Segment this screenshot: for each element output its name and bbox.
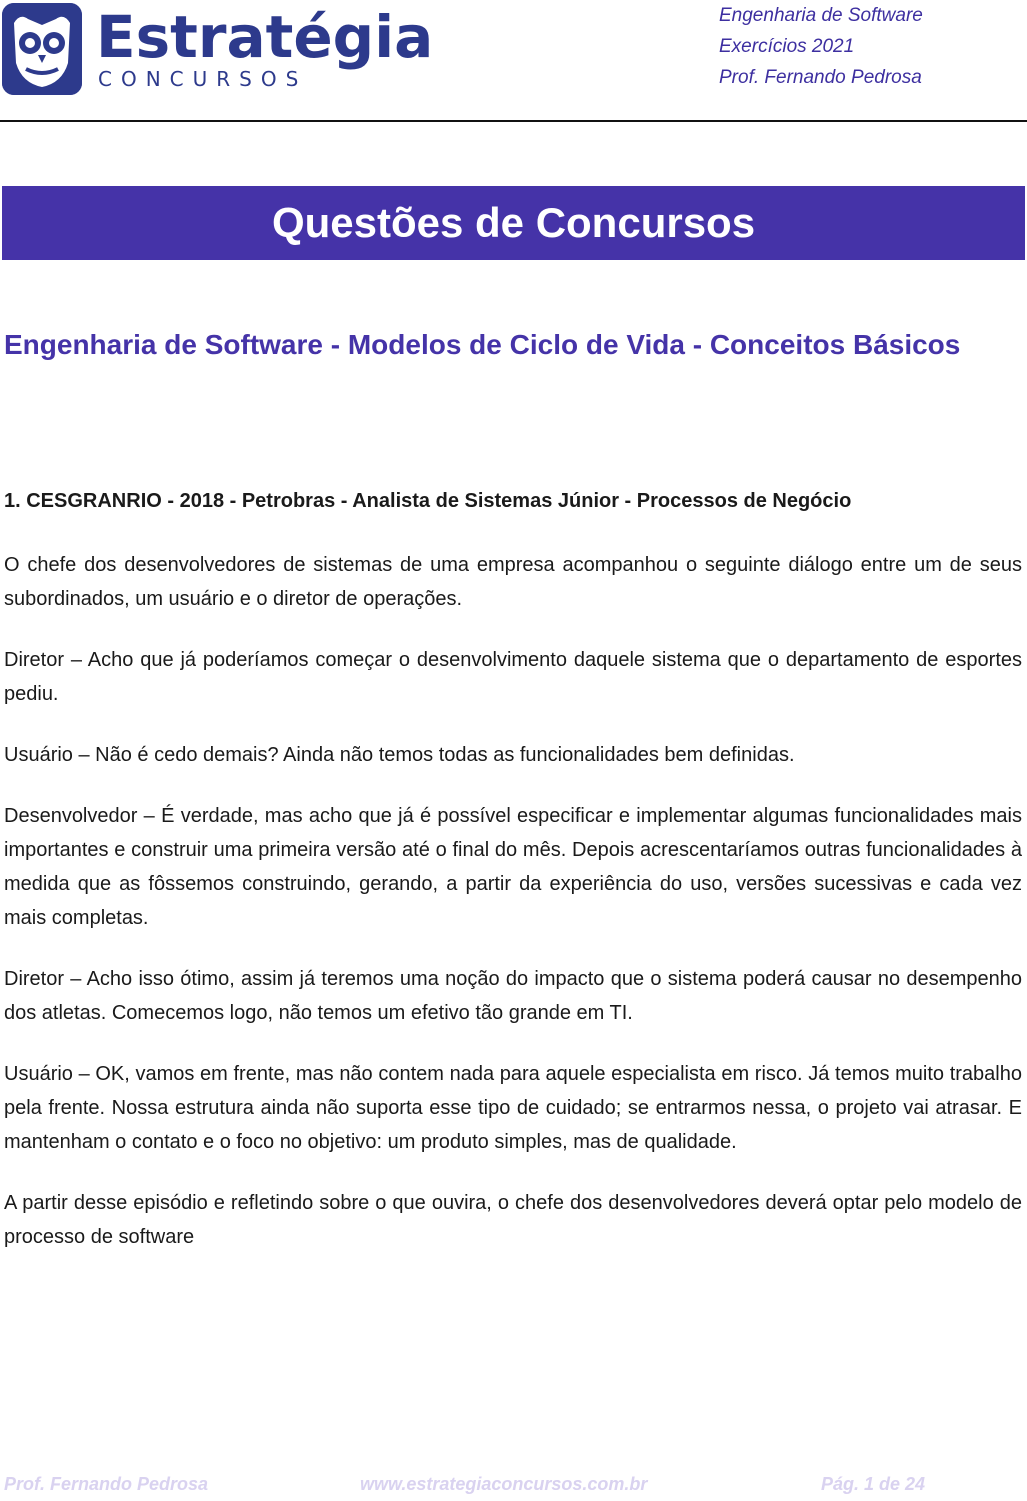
paragraph: Usuário – Não é cedo demais? Ainda não temos todas as funcionalidades bem definidas. — [4, 744, 795, 766]
footer-author: Prof. Fernando Pedrosa — [4, 1474, 209, 1494]
footer-website-link[interactable]: www.estrategiaconcursos.com.br — [360, 1474, 648, 1494]
question-heading: 1. CESGRANRIO - 2018 - Petrobras - Analista de Sistemas Júnior - Processos de Negócio — [4, 490, 852, 512]
paragraph: Diretor – Acho que já poderíamos começar o desenvolvimento daquele sistema que o departamento de esportes pediu. — [4, 649, 1022, 705]
footer-page-number: Pág. 1 de 24 — [821, 1474, 926, 1494]
header-divider — [0, 120, 1027, 122]
question-body — [4, 548, 1022, 1281]
author-name: Prof. Fernando Pedrosa — [719, 67, 922, 88]
logo-sub-text: CONCURSOS — [98, 67, 308, 91]
page-footer — [0, 1474, 1027, 1498]
owl-logo-icon — [2, 3, 82, 95]
paragraph: A partir desse episódio e refletindo sobre o que ouvira, o chefe dos desenvolvedores deverá optar pelo modelo de processo de software — [4, 1192, 1022, 1248]
logo-brand-text: Estratégia — [96, 3, 434, 71]
paragraph: O chefe dos desenvolvedores de sistemas de uma empresa acompanhou o seguinte diálogo entre um de seus subordinados, um usuário e o diretor de operações. — [4, 554, 1022, 610]
paragraph: Diretor – Acho isso ótimo, assim já teremos uma noção do impacto que o sistema poderá causar no desempenho dos atletas. Comecemos logo, não temos um efetivo tão grande em TI. — [4, 968, 1022, 1024]
course-title: Engenharia de Software — [719, 5, 923, 26]
section-title: Engenharia de Software - Modelos de Ciclo de Vida - Conceitos Básicos — [4, 329, 961, 360]
paragraph: Usuário – OK, vamos em frente, mas não contem nada para aquele especialista em risco. Já temos muito trabalho pela frente. Nossa estrutura ainda não suporta esse tipo de cuidado; se entrarmos nessa, o projeto vai atrasar. E mantenham o contato e o foco no objetivo: um produto simples, mas de qualidade. — [4, 1063, 1022, 1153]
estrategia-logo — [2, 2, 434, 96]
course-subtitle: Exercícios 2021 — [719, 36, 855, 57]
header-meta — [719, 0, 1019, 93]
paragraph: Desenvolvedor – É verdade, mas acho que já é possível especificar e implementar algumas funcionalidades mais importantes e construir uma primeira versão até o final do mês. Depois acrescentaríamos outras funcionalidades à medida que as fôssemos construindo, gerando, a partir da experiência do uso, versões sucessivas e cada vez mais completas. — [4, 805, 1022, 929]
banner-title: Questões de Concursos — [2, 186, 1025, 260]
